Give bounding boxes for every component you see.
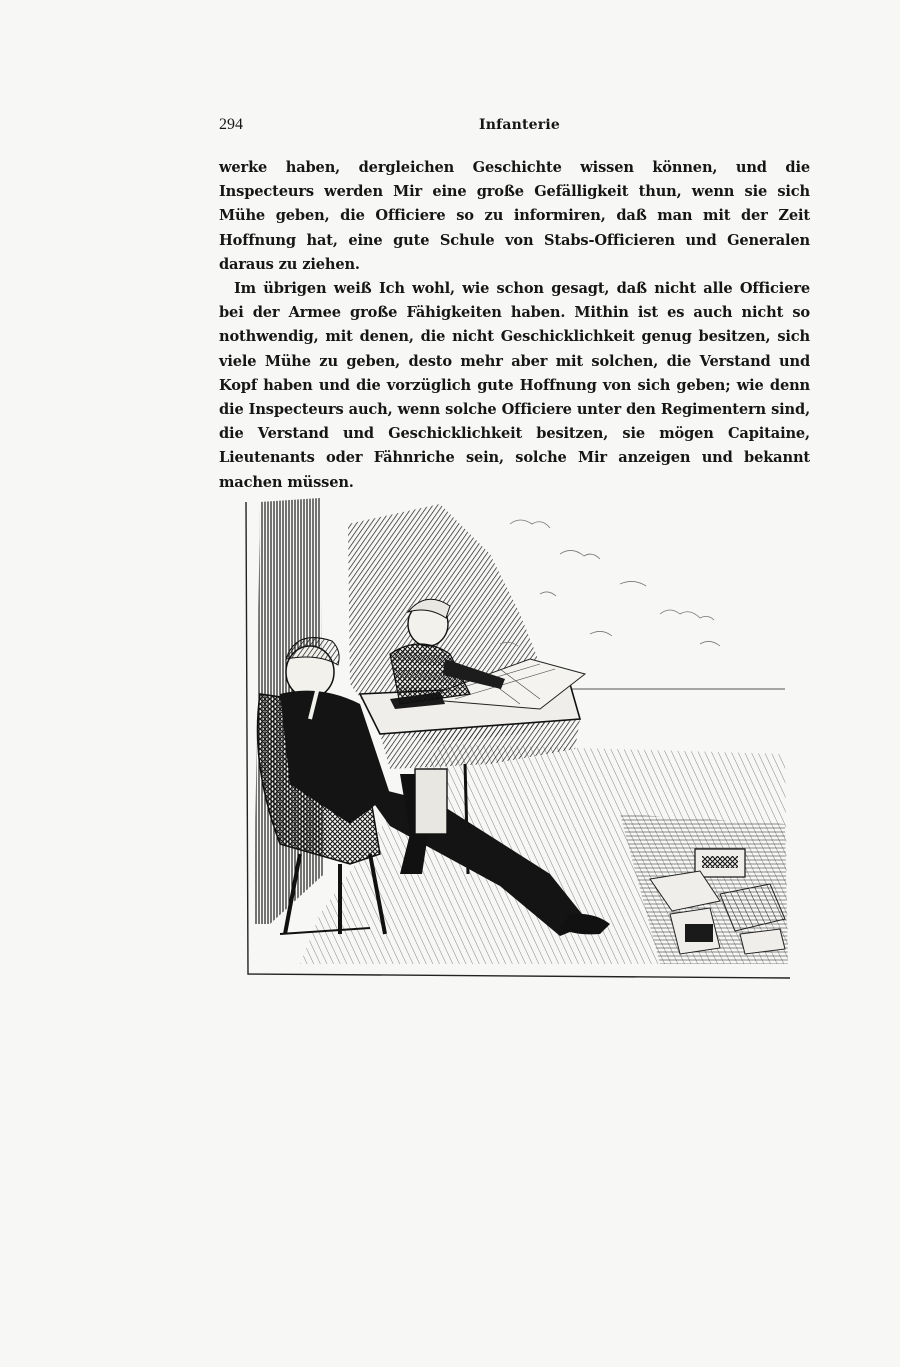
engraving-artwork [240, 494, 800, 990]
running-head [219, 116, 810, 140]
window-sky [500, 520, 720, 646]
engraving-illustration [240, 494, 800, 990]
section-title: Infanterie [479, 117, 560, 133]
paragraph-1: werke haben, dergleichen Geschichte wissen können, und die Inspecteurs werden Mir eine große Gefälligkeit thun, wenn sie sich Mühe geben, die Officiere so zu informiren, daß man mit der Zeit Hoffnung hat, eine gute Schule von Stabs-Officieren und Generalen daraus zu ziehen. [219, 159, 810, 273]
page-number: 294 [219, 116, 243, 133]
paragraph-2: Im übrigen weiß Ich wohl, wie schon gesagt, daß nicht alle Officiere bei der Armee große Fähigkeiten haben. Mithin ist es auch nicht so nothwendig, mit denen, die nicht Geschicklichkeit genug besitzen, sich viele Mühe zu geben, desto mehr aber mit solchen, die Verstand und Kopf haben und die vorzüglich gute Hoffnung von sich geben; wie denn die Inspecteurs auch, wenn solche Officiere unter den Regimentern sind, die Verstand und Geschicklichkeit besitzen, sie mögen Capitaine, Lieutenants oder Fähnriche sein, solche Mir anzeigen und bekannt machen müssen. [219, 280, 810, 491]
body-text [219, 156, 810, 495]
